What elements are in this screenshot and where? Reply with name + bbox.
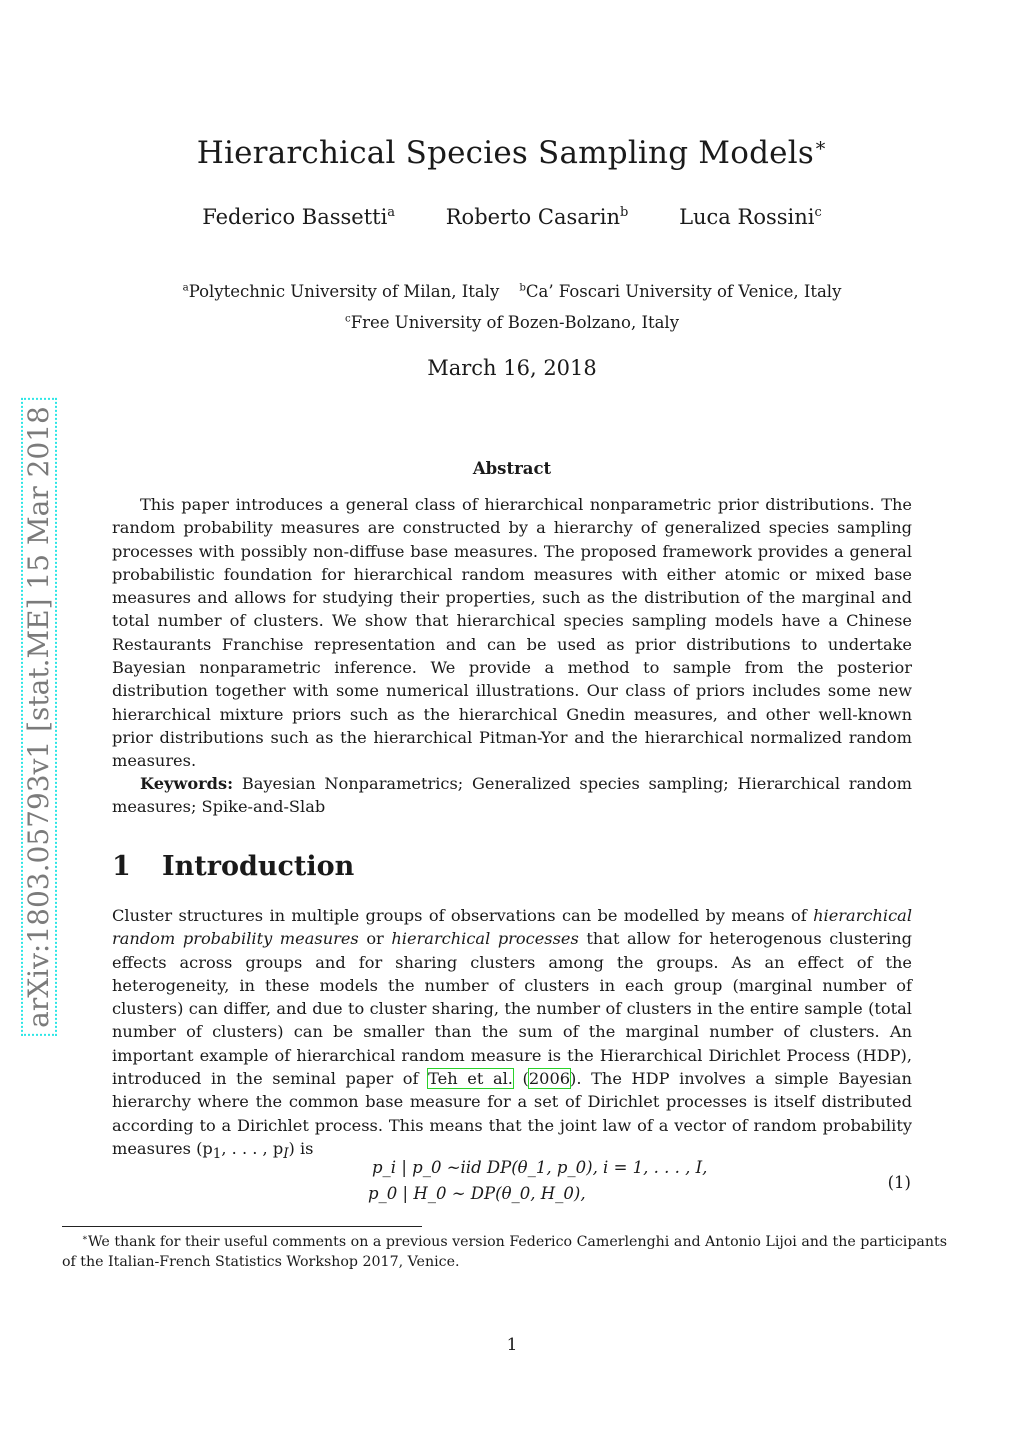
keywords-text: Bayesian Nonparametrics; Generalized species sampling; Hierarchical random measures; Spike-and-Slab [112, 774, 913, 817]
affiliations-line-1 [0, 282, 1024, 301]
keywords [112, 772, 912, 819]
author: Roberto Casarin$^b$ [445, 205, 629, 229]
author: Federico Bassetti$^a$ [202, 205, 396, 229]
page-number: 1 [506, 1335, 518, 1355]
citation-link[interactable]: Teh et al. [428, 1069, 513, 1089]
equation-line-1: p_i | p_0 ~iid DP(θ_1, p_0), i = 1, . . . , I, [372, 1158, 708, 1177]
affiliation: $^b$Ca’ Foscari University of Venice, Italy [519, 282, 842, 301]
affiliation: $^c$Free University of Bozen-Bolzano, Italy [344, 313, 680, 332]
footnote: ∗We thank for their useful comments on a previous version Federico Camerlenghi and Antonio Lijoi and the participants of the Italian-French Statistics Workshop 2017, Venice. [62, 1233, 947, 1270]
abstract-body: This paper introduces a general class of hierarchical nonparametric prior distributions. The random probability measures are constructed by a hierarchy of generalized species sampling processes with possibly non-diffuse base measures. The proposed framework provides a general probabilistic foundation for hierarchical random measures with either atomic or mixed base measures and allows for studying their properties, such as the distribution of the marginal and total number of clusters. We show that hierarchical species sampling models have a Chinese Restaurants Franchise representation and can be used as prior distributions to undertake Bayesian nonparametric inference. We provide a method to sample from the posterior distribution together with some numerical illustrations. Our class of priors includes some new hierarchical mixture priors such as the hierarchical Gnedin measures, and other well-known prior distributions such as the hierarchical Pitman-Yor and the hierarchical normalized random measures. [112, 495, 912, 771]
citation-year-link[interactable]: 2006 [528, 1069, 571, 1089]
affiliation: $^a$Polytechnic University of Milan, Italy [182, 282, 500, 301]
keywords-label: Keywords: [140, 774, 234, 793]
equation-line-2: p_0 | H_0 ∼ DP(θ_0, H_0), [368, 1184, 586, 1203]
equation-number: (1) [887, 1173, 911, 1192]
abstract-heading: Abstract [472, 459, 552, 478]
footnote-rule [62, 1226, 422, 1227]
arxiv-stamp[interactable]: arXiv:1803.05793v1 [stat.ME] 15 Mar 2018 [21, 398, 57, 1036]
equation-1 [0, 1158, 1024, 1218]
intro-paragraph: Cluster structures in multiple groups of observations can be modelled by means of hierarchical random probability measures or hierarchical processes that allow for heterogenous clustering effects across groups and for sharing clusters among the groups. As an effect of the heterogeneity, in these models the number of clusters in each group (marginal number of clusters) can differ, and due to cluster sharing, the number of clusters in the entire sample (total number of clusters) can be smaller than the sum of the marginal number of clusters. An important example of hierarchical random measure is the Hierarchical Dirichlet Process (HDP), introduced in the seminal paper of Teh et al. (2006). The HDP involves a simple Bayesian hierarchy where the common base measure for a set of Dirichlet processes is itself distributed according to a Dirichlet process. This means that the joint law of a vector of random probability measures ($p_1$, . . . , $p_I$) is [112, 906, 912, 1163]
author: Luca Rossini$^c$ [679, 205, 822, 229]
title-footnote-mark: ∗ [813, 133, 828, 157]
paper-date: March 16, 2018 [427, 356, 597, 380]
paper-title: Hierarchical Species Sampling Models∗ [196, 133, 828, 171]
section-heading: 1 Introduction [112, 851, 355, 882]
author-list [0, 205, 1024, 229]
affiliations-line-2 [0, 313, 1024, 332]
